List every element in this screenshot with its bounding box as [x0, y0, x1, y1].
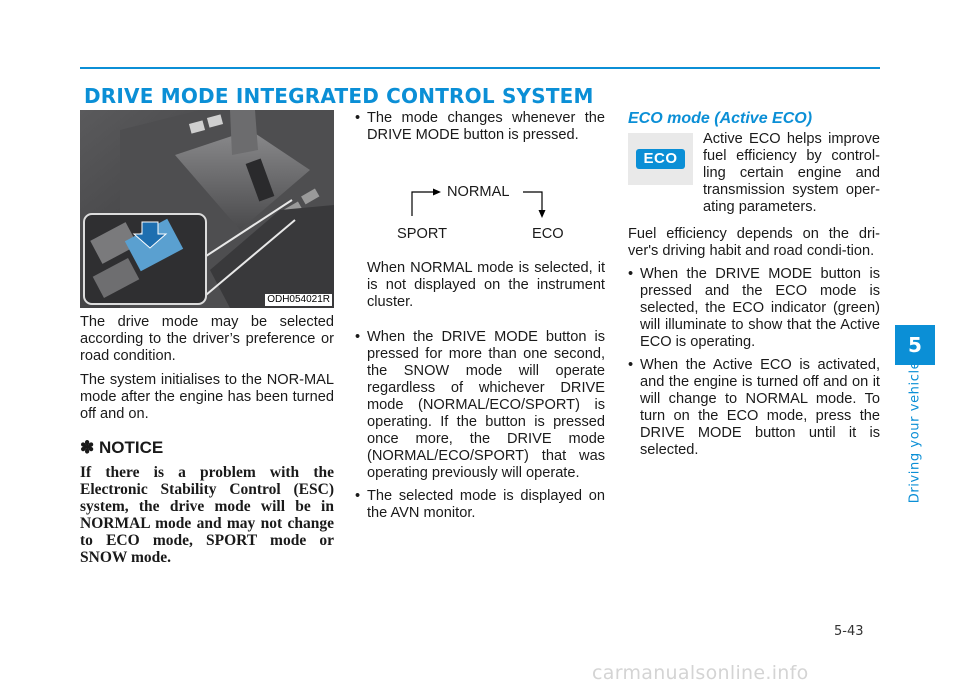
bullet-eco-reset: • When the Active ECO is activated, and the engine is turned off and on it will change to NORMAL mode. To turn on the ECO mode, press the DRIVE MODE button until it is selected. — [628, 357, 880, 459]
left-column — [80, 110, 334, 566]
bullet-snow-mode: • When the DRIVE MODE button is pressed for more than one second, the SNOW mode will operate regardless of whichever DRIVE mode (NORMAL/ECO/SPORT) is operating. If the button is pressed once more, the DRIVE mode (NORMAL/ECO/SPORT) that was operating previously will operate. — [355, 329, 605, 482]
arrow-normal-eco — [523, 192, 542, 210]
header-rule — [80, 67, 880, 69]
fuel-efficiency-paragraph: Fuel efficiency depends on the dri-ver's driving habit and road condi-tion. — [628, 226, 880, 259]
arrow-head-eco — [539, 210, 546, 218]
eco-indicator-icon: ECO — [636, 149, 685, 169]
console-photo — [80, 110, 334, 308]
init-paragraph: The system initialises to the NOR-MAL mode after the engine has been turned off and on. — [80, 372, 334, 422]
chapter-label: Driving your vehicle — [907, 360, 923, 504]
arrow-head-normal — [433, 189, 441, 196]
label-eco: ECO — [532, 226, 564, 242]
mode-cycle-diagram — [355, 144, 605, 242]
notice-body: If there is a problem with the Electronic Stability Control (ESC) system, the drive mode will be in NORMAL mode and may not change to ECO mode, SPORT mode or SNOW mode. — [80, 464, 334, 566]
normal-note: When NORMAL mode is selected, it is not displayed on the instrument cluster. — [367, 260, 605, 310]
notice-title: ✽ NOTICE — [80, 438, 164, 457]
bullet-mode-change: • The mode changes whenever the DRIVE MODE button is pressed. — [355, 110, 605, 144]
eco-intro-text: Active ECO helps improve fuel efficiency by control-ling certain engine and transmission system oper-ating parameters. — [703, 131, 880, 215]
page-title: DRIVE MODE INTEGRATED CONTROL SYSTEM — [84, 84, 594, 108]
arrow-sport-normal — [412, 192, 433, 216]
mode-bullets — [355, 110, 605, 144]
console-illustration — [80, 110, 334, 308]
eco-bullets — [628, 266, 880, 459]
label-sport: SPORT — [397, 226, 448, 242]
page-number: 5-43 — [834, 624, 864, 639]
intro-paragraph: The drive mode may be selected according to the driver’s preference or road condition. — [80, 314, 334, 364]
image-code: ODH054021R — [267, 294, 330, 305]
label-normal: NORMAL — [447, 184, 510, 200]
eco-heading: ECO mode (Active ECO) — [628, 110, 813, 127]
middle-column — [355, 110, 605, 522]
right-column — [628, 110, 880, 459]
bullet-avn-display: • The selected mode is displayed on the AVN monitor. — [355, 488, 605, 522]
eco-intro-block — [628, 131, 880, 216]
bullet-eco-indicator: • When the DRIVE MODE button is pressed and the ECO mode is selected, the ECO indicator (green) will illuminate to show that the Active ECO is operating. — [628, 266, 880, 351]
eco-indicator-box — [628, 133, 693, 185]
watermark: carmanualsonline.info — [592, 662, 809, 684]
snow-bullets — [355, 329, 605, 522]
chapter-tab[interactable]: 5 — [895, 325, 935, 365]
